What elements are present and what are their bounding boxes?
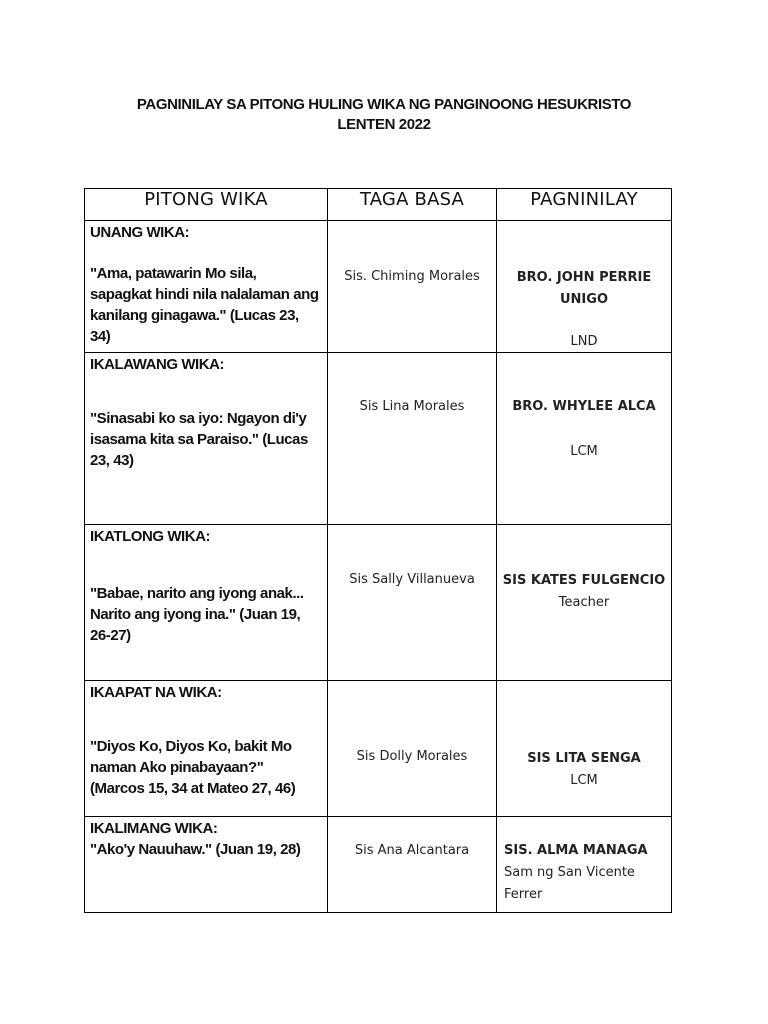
reflector-affiliation: LCM: [570, 773, 598, 788]
wika-cell: [85, 681, 328, 817]
header-pagninilay: PAGNINILAY: [497, 189, 672, 221]
wika-heading: IKALAWANG WIKA:: [90, 356, 225, 373]
wika-quote: "Ako'y Nauuhaw." (Juan 19, 28): [90, 841, 301, 858]
reflector-name: BRO. JOHN PERRIE UNIGO: [516, 270, 652, 307]
table-row: [85, 817, 672, 913]
reflector-affiliation: LND: [570, 334, 598, 349]
wika-heading: IKAAPAT NA WIKA:: [90, 684, 222, 701]
table-row: [85, 681, 672, 817]
reflector-name: SIS KATES FULGENCIO: [502, 573, 666, 588]
reflection-cell: [497, 817, 672, 913]
wika-quote: "Diyos Ko, Diyos Ko, bakit Mo naman Ako pinabayaan?": [90, 738, 292, 776]
header-taga-basa: TAGA BASA: [328, 189, 497, 221]
wika-cell: [85, 817, 328, 913]
header-row: [85, 189, 672, 221]
wika-quote-reference: (Marcos 15, 34 at Mateo 27, 46): [90, 780, 296, 797]
table-row: [85, 525, 672, 681]
wika-quote: "Babae, narito ang iyong anak... Narito ang iyong ina." (Juan 19, 26-27): [90, 585, 304, 644]
document-title: PAGNINILAY SA PITONG HULING WIKA NG PANGINOONG HESUKRISTO: [136, 96, 632, 113]
reflector-name: BRO. WHYLEE ALCA: [512, 399, 656, 414]
reflector-affiliation: Teacher: [558, 595, 610, 610]
wika-cell: [85, 353, 328, 525]
reader-cell: [328, 681, 497, 817]
reflector-name: SIS LITA SENGA: [527, 751, 641, 766]
reader-cell: [328, 817, 497, 913]
reader-cell: [328, 525, 497, 681]
reflection-cell: [497, 525, 672, 681]
reader-cell: [328, 221, 497, 353]
document-subtitle: LENTEN 2022: [337, 116, 431, 133]
reflector-affiliation: Sam ng San Vicente Ferrer: [504, 865, 635, 902]
table-row: [85, 353, 672, 525]
reader-name: Sis Lina Morales: [359, 399, 465, 414]
reader-cell: [328, 353, 497, 525]
reader-name: Sis Ana Alcantara: [354, 843, 470, 858]
table-row: [85, 221, 672, 353]
reader-name: Sis Sally Villanueva: [349, 572, 475, 587]
reflector-name: SIS. ALMA MANAGA: [504, 843, 648, 858]
reader-name: Sis Dolly Morales: [356, 749, 468, 764]
reflector-affiliation: LCM: [570, 444, 598, 459]
wika-cell: [85, 525, 328, 681]
wika-heading: IKATLONG WIKA:: [90, 528, 211, 545]
wika-cell: [85, 221, 328, 353]
reflection-cell: [497, 681, 672, 817]
schedule-table: [84, 188, 672, 913]
reflection-cell: [497, 221, 672, 353]
reflection-cell: [497, 353, 672, 525]
wika-quote: "Ama, patawarin Mo sila, sapagkat hindi nila nalalaman ang kanilang ginagawa." (Lucas 23, 34): [90, 265, 319, 345]
reader-name: Sis. Chiming Morales: [344, 269, 480, 284]
header-pitong-wika: PITONG WIKA: [85, 189, 328, 221]
wika-heading: UNANG WIKA:: [90, 224, 190, 241]
wika-quote: "Sinasabi ko sa iyo: Ngayon di'y isasama kita sa Paraiso." (Lucas 23, 43): [90, 410, 308, 469]
wika-heading: IKALIMANG WIKA:: [90, 820, 218, 837]
